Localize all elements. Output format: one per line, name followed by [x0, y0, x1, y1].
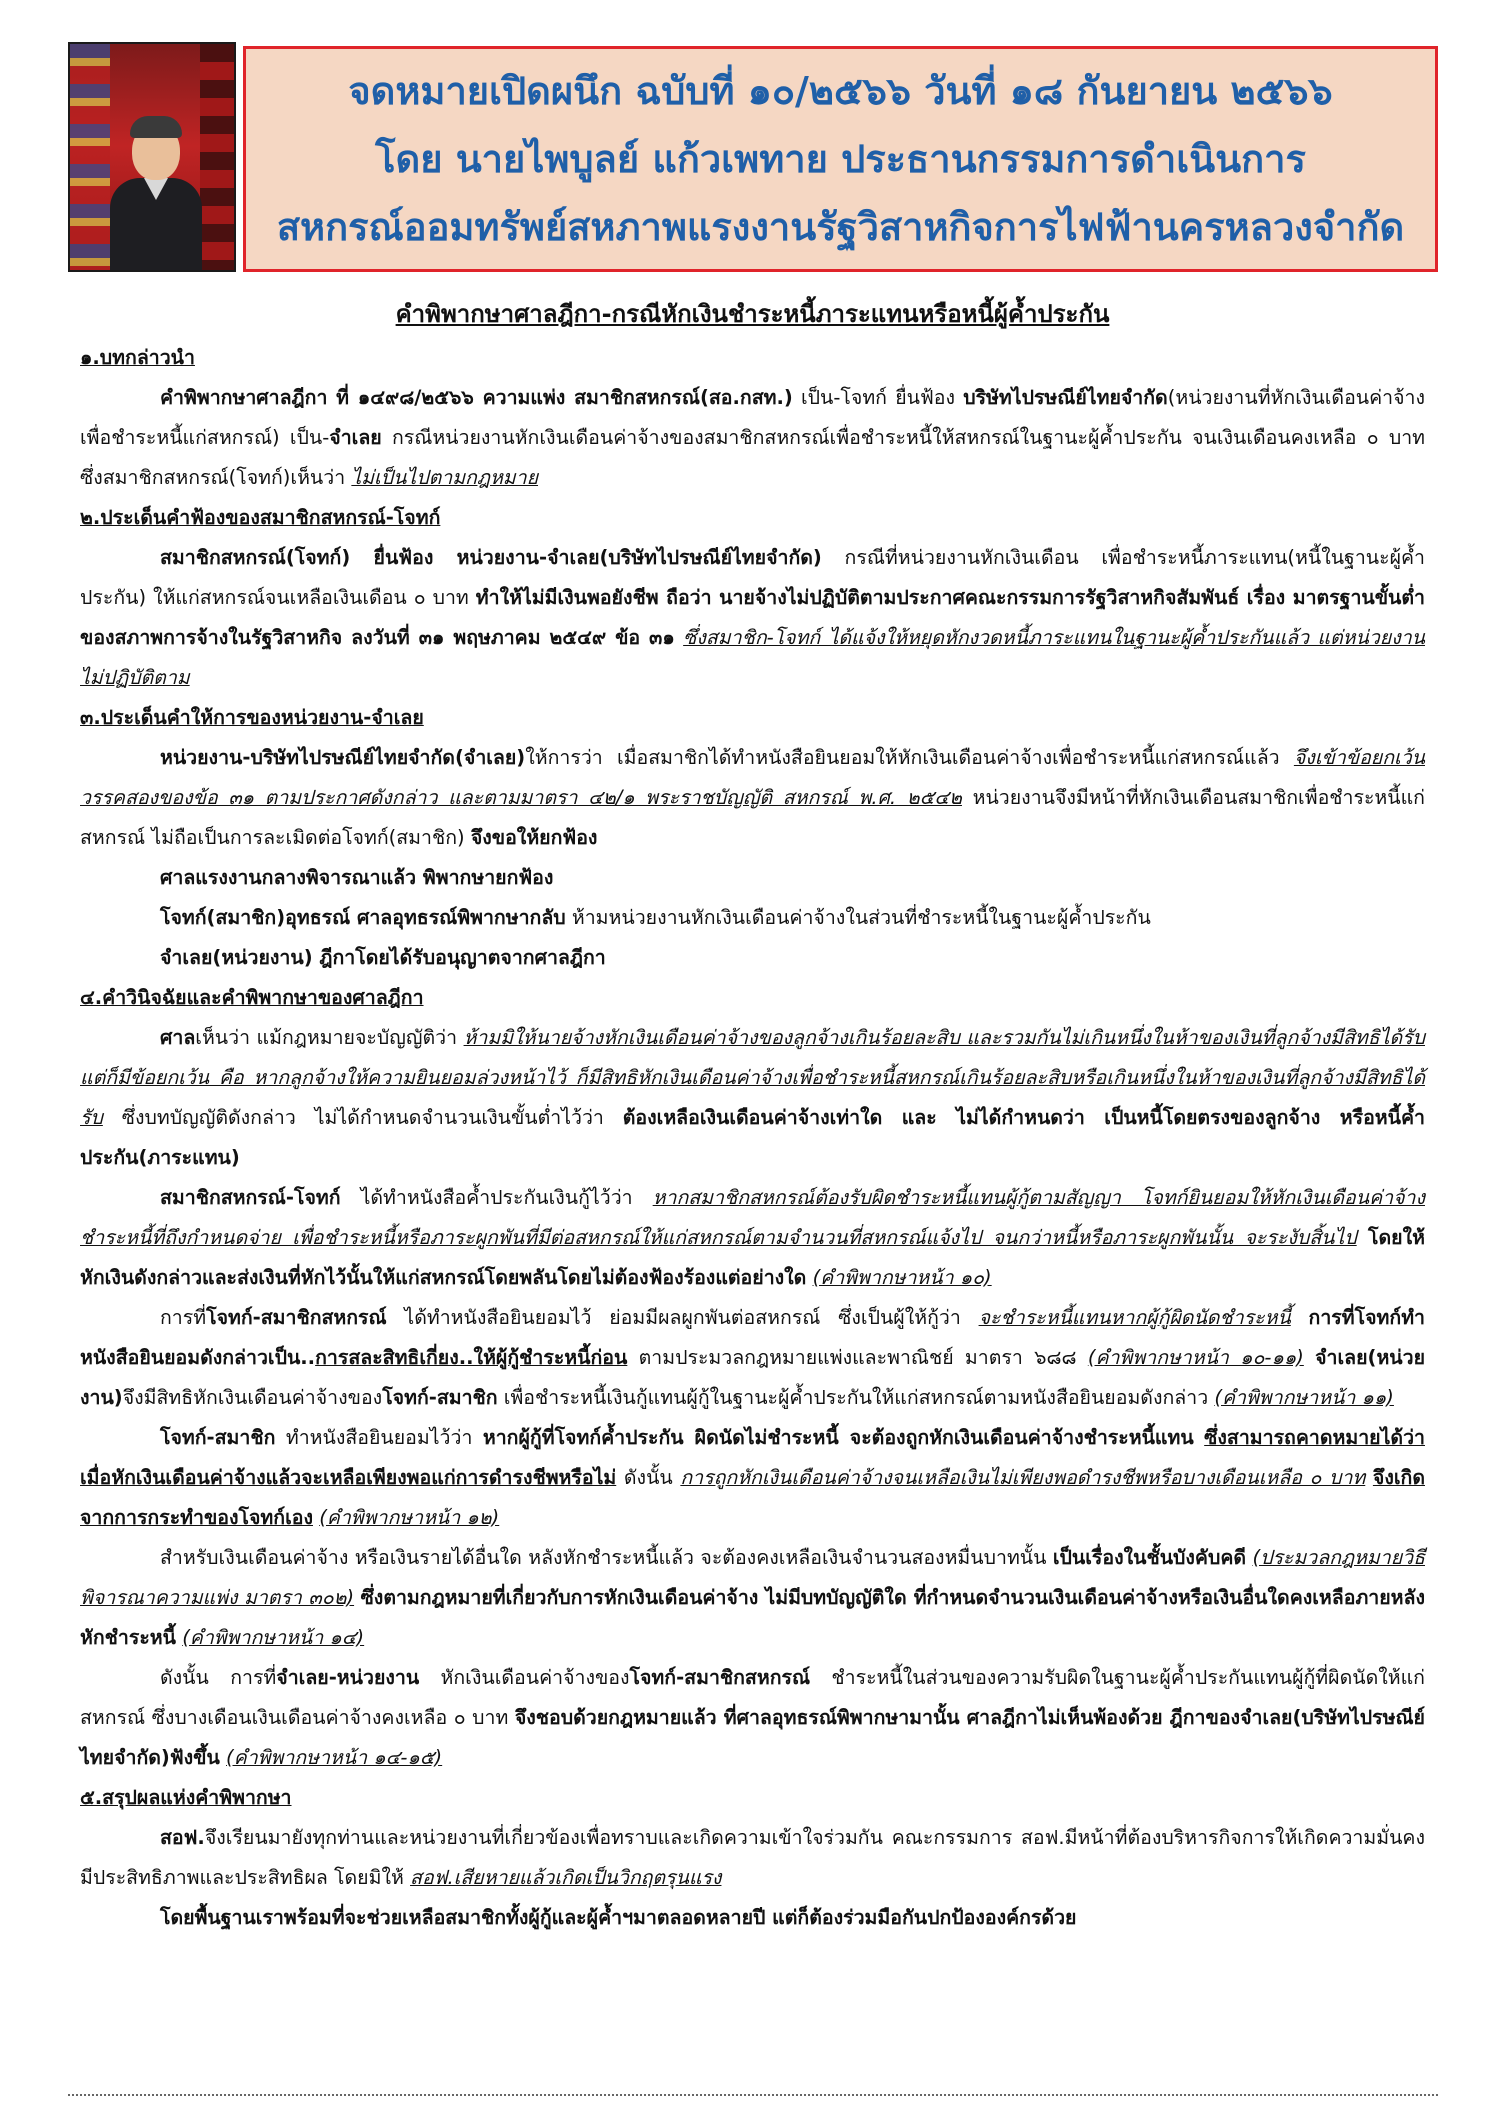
section-4-paragraph-1: ศาลเห็นว่า แม้กฎหมายจะบัญญัติว่า ห้ามมิให้นายจ้างหักเงินเดือนค่าจ้างของลูกจ้างเกินร้อยละสิบ และรวมกันไม่เกินหนึ่งในห้าของเงินที่ลูกจ้างมีสิทธิได้รับ แต่ก็มีข้อยกเว้น คือ หากลูกจ้างให้ความยินยอมล่วงหน้าไว้ ก็มีสิทธิหักเงินเดือนค่าจ้างเพื่อชำระหนี้สหกรณ์เกินร้อยละสิบหรือเกินหนึ่งในห้าของเงินที่ลูกจ้างมีสิทธิได้รับ ซึ่งบทบัญญัติดังกล่าว ไม่ได้กำหนดจำนวนเงินขั้นต่ำไว้ว่า ต้องเหลือเงินเดือนค่าจ้างเท่าใด และ ไม่ได้กำหนดว่า เป็นหนี้โดยตรงของลูกจ้าง หรือหนี้ค้ำประกัน(ภาระแทน): [80, 1026, 1425, 1169]
letter-header-banner: [243, 46, 1438, 272]
header-line-1: จดหมายเปิดผนึก ฉบับที่ ๑๐/๒๕๖๖ วันที่ ๑๘ กันยายน ๒๕๖๖: [348, 69, 1333, 113]
section-heading-1: ๑.บทกล่าวนำ: [80, 346, 195, 369]
section-1-paragraph: คำพิพากษาศาลฎีกา ที่ ๑๔๙๘/๒๕๖๖ ความแพ่ง สมาชิกสหกรณ์(สอ.กสท.) เป็น-โจทก์ ยื่นฟ้อง บริษัทไปรษณีย์ไทยจำกัด(หน่วยงานที่หักเงินเดือนค่าจ้างเพื่อชำระหนี้แก่สหกรณ์) เป็น-จำเลย กรณีหน่วยงานหักเงินเดือนค่าจ้างของสมาชิกสหกรณ์เพื่อชำระหนี้ให้สหกรณ์ในฐานะผู้ค้ำประกัน จนเงินเดือนคงเหลือ ๐ บาท ซึ่งสมาชิกสหกรณ์(โจทก์)เห็นว่า ไม่เป็นไปตามกฎหมาย: [80, 386, 1425, 489]
section-4-paragraph-2: สมาชิกสหกรณ์-โจทก์ ได้ทำหนังสือค้ำประกันเงินกู้ไว้ว่า หากสมาชิกสหกรณ์ต้องรับผิดชำระหนี้แทนผู้กู้ตามสัญญา โจทก์ยินยอมให้หักเงินเดือนค่าจ้างชำระหนี้ที่ถึงกำหนดจ่าย เพื่อชำระหนี้หรือภาระผูกพันที่มีต่อสหกรณ์ให้แก่สหกรณ์ตามจำนวนที่สหกรณ์แจ้งไป จนกว่าหนี้หรือภาระผูกพันนั้น จะระงับสิ้นไป โดยให้หักเงินดังกล่าวและส่งเงินที่หักไว้นั้นให้แก่สหกรณ์โดยพลันโดยไม่ต้องฟ้องร้องแต่อย่างใด (คำพิพากษาหน้า ๑๐): [80, 1186, 1425, 1289]
header-line-3: สหกรณ์ออมทรัพย์สหภาพแรงงานรัฐวิสาหกิจการไฟฟ้านครหลวงจำกัด: [276, 205, 1405, 249]
section-heading-5: ๕.สรุปผลแห่งคำพิพากษา: [80, 1786, 292, 1809]
header-line-2: โดย นายไพบูลย์ แก้วเพทาย ประธานกรรมการดำเนินการ: [375, 137, 1306, 181]
section-heading-2: ๒.ประเด็นคำฟ้องของสมาชิกสหกรณ์-โจทก์: [80, 506, 441, 529]
author-photo: [68, 42, 236, 272]
section-3-paragraph-3: โจทก์(สมาชิก)อุทธรณ์ ศาลอุทธรณ์พิพากษากลับ ห้ามหน่วยงานหักเงินเดือนค่าจ้างในส่วนที่ชำระหนี้ในฐานะผู้ค้ำประกัน: [160, 906, 1151, 929]
section-5-paragraph-1: สอฟ.จึงเรียนมายังทุกท่านและหน่วยงานที่เกี่ยวข้องเพื่อทราบและเกิดความเข้าใจร่วมกัน คณะกรรมการ สอฟ.มีหน้าที่ต้องบริหารกิจการให้เกิดความมั่นคง มีประสิทธิภาพและประสิทธิผล โดยมิให้ สอฟ.เสียหายแล้วเกิดเป็นวิกฤตรุนแรง: [80, 1826, 1425, 1889]
section-5-paragraph-2: โดยพื้นฐานเราพร้อมที่จะช่วยเหลือสมาชิกทั้งผู้กู้และผู้ค้ำฯมาตลอดหลายปี แต่ก็ต้องร่วมมือกันปกป้ององค์กรด้วย: [160, 1906, 1077, 1929]
document-title: คำพิพากษาศาลฎีกา-กรณีหักเงินชำระหนี้ภาระแทนหรือหนี้ผู้ค้ำประกัน: [395, 300, 1110, 328]
section-3-paragraph-2: ศาลแรงงานกลางพิจารณาแล้ว พิพากษายกฟ้อง: [160, 866, 554, 889]
section-3-paragraph-1: หน่วยงาน-บริษัทไปรษณีย์ไทยจำกัด(จำเลย)ให้การว่า เมื่อสมาชิกได้ทำหนังสือยินยอมให้หักเงินเดือนค่าจ้างเพื่อชำระหนี้แก่สหกรณ์แล้ว จึงเข้าข้อยกเว้นวรรคสองของข้อ ๓๑ ตามประกาศดังกล่าว และตามมาตรา ๔๒/๑ พระราชบัญญัติ สหกรณ์ พ.ศ. ๒๕๔๒ หน่วยงานจึงมีหน้าที่หักเงินเดือนสมาชิกเพื่อชำระหนี้แก่สหกรณ์ ไม่ถือเป็นการละเมิดต่อโจทก์(สมาชิก) จึงขอให้ยกฟ้อง: [80, 746, 1425, 849]
section-4-paragraph-3: การที่โจทก์-สมาชิกสหกรณ์ ได้ทำหนังสือยินยอมไว้ ย่อมมีผลผูกพันต่อสหกรณ์ ซึ่งเป็นผู้ให้กู้ว่า จะชำระหนี้แทนหากผู้กู้ผิดนัดชำระหนี้ การที่โจทก์ทำหนังสือยินยอมดังกล่าวเป็น..การสละสิทธิเกี่ยง..ให้ผู้กู้ชำระหนี้ก่อน ตามประมวลกฎหมายแพ่งและพาณิชย์ มาตรา ๖๘๘ (คำพิพากษาหน้า ๑๐-๑๑) จำเลย(หน่วยงาน)จึงมีสิทธิหักเงินเดือนค่าจ้างของโจทก์-สมาชิก เพื่อชำระหนี้เงินกู้แทนผู้กู้ในฐานะผู้ค้ำประกันให้แก่สหกรณ์ตามหนังสือยินยอมดังกล่าว (คำพิพากษาหน้า ๑๑): [80, 1306, 1426, 1409]
section-2-paragraph: สมาชิกสหกรณ์(โจทก์) ยื่นฟ้อง หน่วยงาน-จำเลย(บริษัทไปรษณีย์ไทยจำกัด) กรณีที่หน่วยงานหักเงินเดือน เพื่อชำระหนี้ภาระแทน(หนี้ในฐานะผู้ค้ำประกัน) ให้แก่สหกรณ์จนเหลือเงินเดือน ๐ บาท ทำให้ไม่มีเงินพอยังชีพ ถือว่า นายจ้างไม่ปฏิบัติตามประกาศคณะกรรมการรัฐวิสาหกิจสัมพันธ์ เรื่อง มาตรฐานขั้นต่ำของสภาพการจ้างในรัฐวิสาหกิจ ลงวันที่ ๓๑ พฤษภาคม ๒๕๔๙ ข้อ ๓๑ ซึ่งสมาชิก-โจทก์ ได้แจ้งให้หยุดหักงวดหนี้ภาระแทนในฐานะผู้ค้ำประกันแล้ว แต่หน่วยงานไม่ปฏิบัติตาม: [80, 546, 1426, 689]
section-heading-3: ๓.ประเด็นคำให้การของหน่วยงาน-จำเลย: [80, 706, 424, 729]
section-4-paragraph-4: โจทก์-สมาชิก ทำหนังสือยินยอมไว้ว่า หากผู้กู้ที่โจทก์ค้ำประกัน ผิดนัดไม่ชำระหนี้ จะต้องถูกหักเงินเดือนค่าจ้างชำระหนี้แทน ซึ่งสามารถคาดหมายได้ว่า เมื่อหักเงินเดือนค่าจ้างแล้วจะเหลือเพียงพอแก่การดำรงชีพหรือไม่ ดังนั้น การถูกหักเงินเดือนค่าจ้างจนเหลือเงินไม่เพียงพอดำรงชีพหรือบางเดือนเหลือ ๐ บาท จึงเกิดจากการกระทำของโจทก์เอง (คำพิพากษาหน้า ๑๒): [80, 1426, 1425, 1529]
section-4-paragraph-5: สำหรับเงินเดือนค่าจ้าง หรือเงินรายได้อื่นใด หลังหักชำระหนี้แล้ว จะต้องคงเหลือเงินจำนวนสองหมื่นบาทนั้น เป็นเรื่องในชั้นบังคับคดี (ประมวลกฎหมายวิธีพิจารณาความแพ่ง มาตรา ๓๐๒) ซึ่งตามกฎหมายที่เกี่ยวกับการหักเงินเดือนค่าจ้าง ไม่มีบทบัญญัติใด ที่กำหนดจำนวนเงินเดือนค่าจ้างหรือเงินอื่นใดคงเหลือภายหลังหักชำระหนี้ (คำพิพากษาหน้า ๑๔): [80, 1546, 1425, 1649]
section-heading-4: ๔.คำวินิจฉัยและคำพิพากษาของศาลฎีกา: [80, 986, 424, 1009]
footer-divider: [68, 2094, 1438, 2096]
section-4-paragraph-6: ดังนั้น การที่จำเลย-หน่วยงาน หักเงินเดือนค่าจ้างของโจทก์-สมาชิกสหกรณ์ ชำระหนี้ในส่วนของความรับผิดในฐานะผู้ค้ำประกันแทนผู้กู้ที่ผิดนัดให้แก่สหกรณ์ ซึ่งบางเดือนเงินเดือนค่าจ้างคงเหลือ ๐ บาท จึงชอบด้วยกฎหมายแล้ว ที่ศาลอุทธรณ์พิพากษามานั้น ศาลฎีกาไม่เห็นพ้องด้วย ฎีกาของจำเลย(บริษัทไปรษณีย์ไทยจำกัด)ฟังขึ้น (คำพิพากษาหน้า ๑๔-๑๕): [80, 1666, 1425, 1769]
letter-body: [80, 292, 1425, 1938]
section-3-paragraph-4: จำเลย(หน่วยงาน) ฎีกาโดยได้รับอนุญาตจากศาลฎีกา: [160, 946, 606, 969]
